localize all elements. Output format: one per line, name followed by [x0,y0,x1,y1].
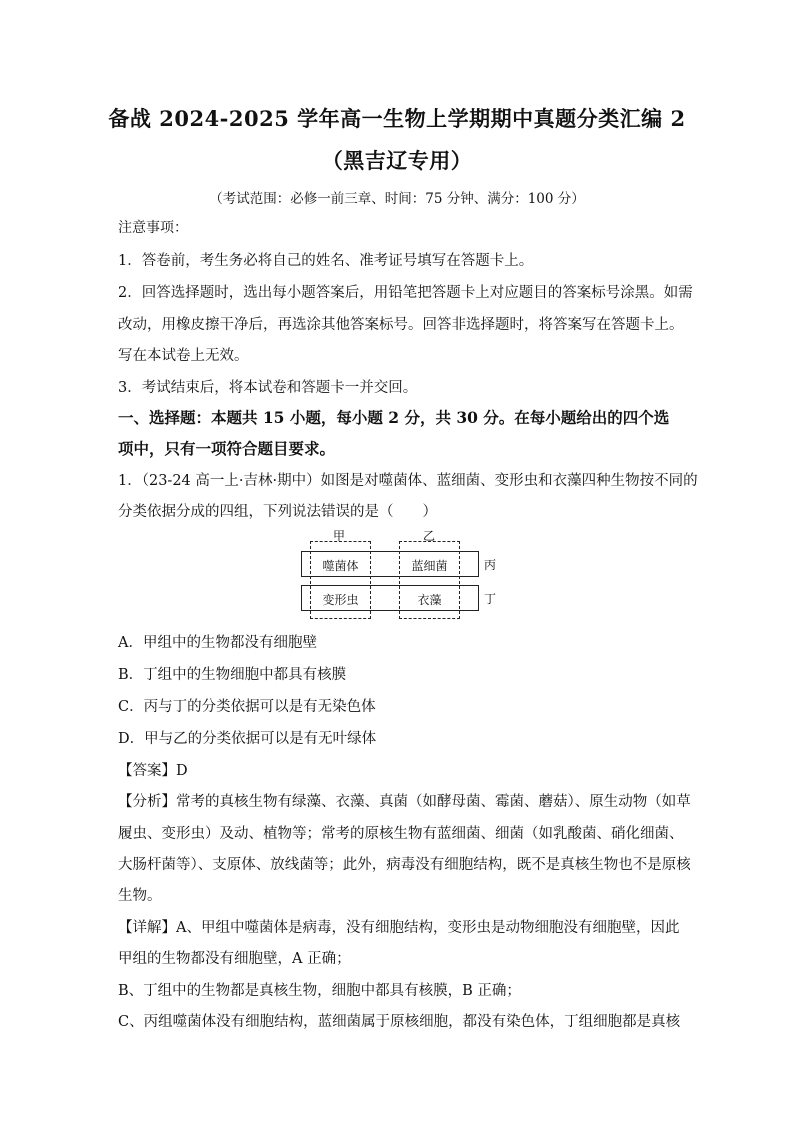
cell-cyanobacteria: 蓝细菌 [411,559,448,573]
detail-line-2: 甲组的生物都没有细胞壁，A 正确； [118,951,351,967]
notes-item-2-line-1: 2．回答选择题时，选出每小题答案后，用铅笔把答题卡上对应题目的答案标号涂黑。如需 [118,285,693,301]
label-ding: 丁 [484,592,497,606]
label-jia: 甲 [333,529,346,543]
section-heading-line-1: 一、选择题：本题共 15 小题，每小题 2 分，共 30 分。在每小题给出的四个选 [118,408,670,427]
option-d: D．甲与乙的分类依据可以是有无叶绿体 [118,731,377,747]
analysis-line-3: 大肠杆菌等）、支原体、放线菌等；此外，病毒没有细胞结构，既不是真核生物也不是原核 [118,857,691,873]
exam-info: （考试范围：必修一前三章、时间：75 分钟、满分：100 分） [209,191,585,207]
notes-heading: 注意事项： [118,220,188,236]
notes-item-2-line-3: 写在本试卷上无效。 [118,348,249,364]
detail-line-1: 【详解】A、甲组中噬菌体是病毒，没有细胞结构，变形虫是动物细胞没有细胞壁，因此 [118,920,680,936]
analysis-line-4: 生物。 [118,888,162,904]
option-b: B．丁组中的生物细胞中都具有核膜 [118,667,347,683]
question-1-stem-line-2: 分类依据分成的四组，下列说法错误的是（ ） [118,504,437,520]
analysis-line-2: 履虫、变形虫）及动、植物等；常考的原核生物有蓝细菌、细菌（如乳酸菌、硝化细菌、 [118,826,684,842]
detail-line-4: C、丙组噬菌体没有细胞结构，蓝细菌属于原核细胞，都没有染色体，丁组细胞都是真核 [118,1014,681,1030]
option-a: A．甲组中的生物都没有细胞壁 [118,635,317,651]
document-title: 备战 2024-2025 学年高一生物上学期期中真题分类汇编 2 [108,106,686,131]
label-bing: 丙 [484,558,497,572]
notes-item-1: 1．答卷前，考生务必将自己的姓名、准考证号填写在答题卡上。 [118,253,534,269]
cell-phage: 噬菌体 [322,559,359,573]
cell-amoeba: 变形虫 [322,593,359,607]
label-yi: 乙 [423,529,436,543]
cell-chlamydomonas: 衣藻 [417,593,442,607]
classification-diagram [298,527,508,619]
analysis-line-1: 【分析】常考的真核生物有绿藻、衣藻、真菌（如酵母菌、霉菌、蘑菇）、原生动物（如草 [118,794,691,810]
notes-item-2-line-2: 改动，用橡皮擦干净后，再选涂其他答案标号。回答非选择题时，将答案写在答题卡上。 [118,317,684,333]
document-subtitle: （黑吉辽专用） [321,148,473,173]
detail-line-3: B、丁组中的生物都是真核生物，细胞中都具有核膜，B 正确； [118,983,521,999]
question-1-stem-line-1: 1．（23-24 高一上·吉林·期中）如图是对噬菌体、蓝细菌、变形虫和衣藻四种生物按不同的 [118,473,698,489]
section-heading-line-2: 项中，只有一项符合题目要求。 [118,439,336,458]
answer: 【答案】D [118,763,188,779]
option-c: C．丙与丁的分类依据可以是有无染色体 [118,699,376,715]
notes-item-3: 3．考试结束后，将本试卷和答题卡一并交回。 [118,380,418,396]
